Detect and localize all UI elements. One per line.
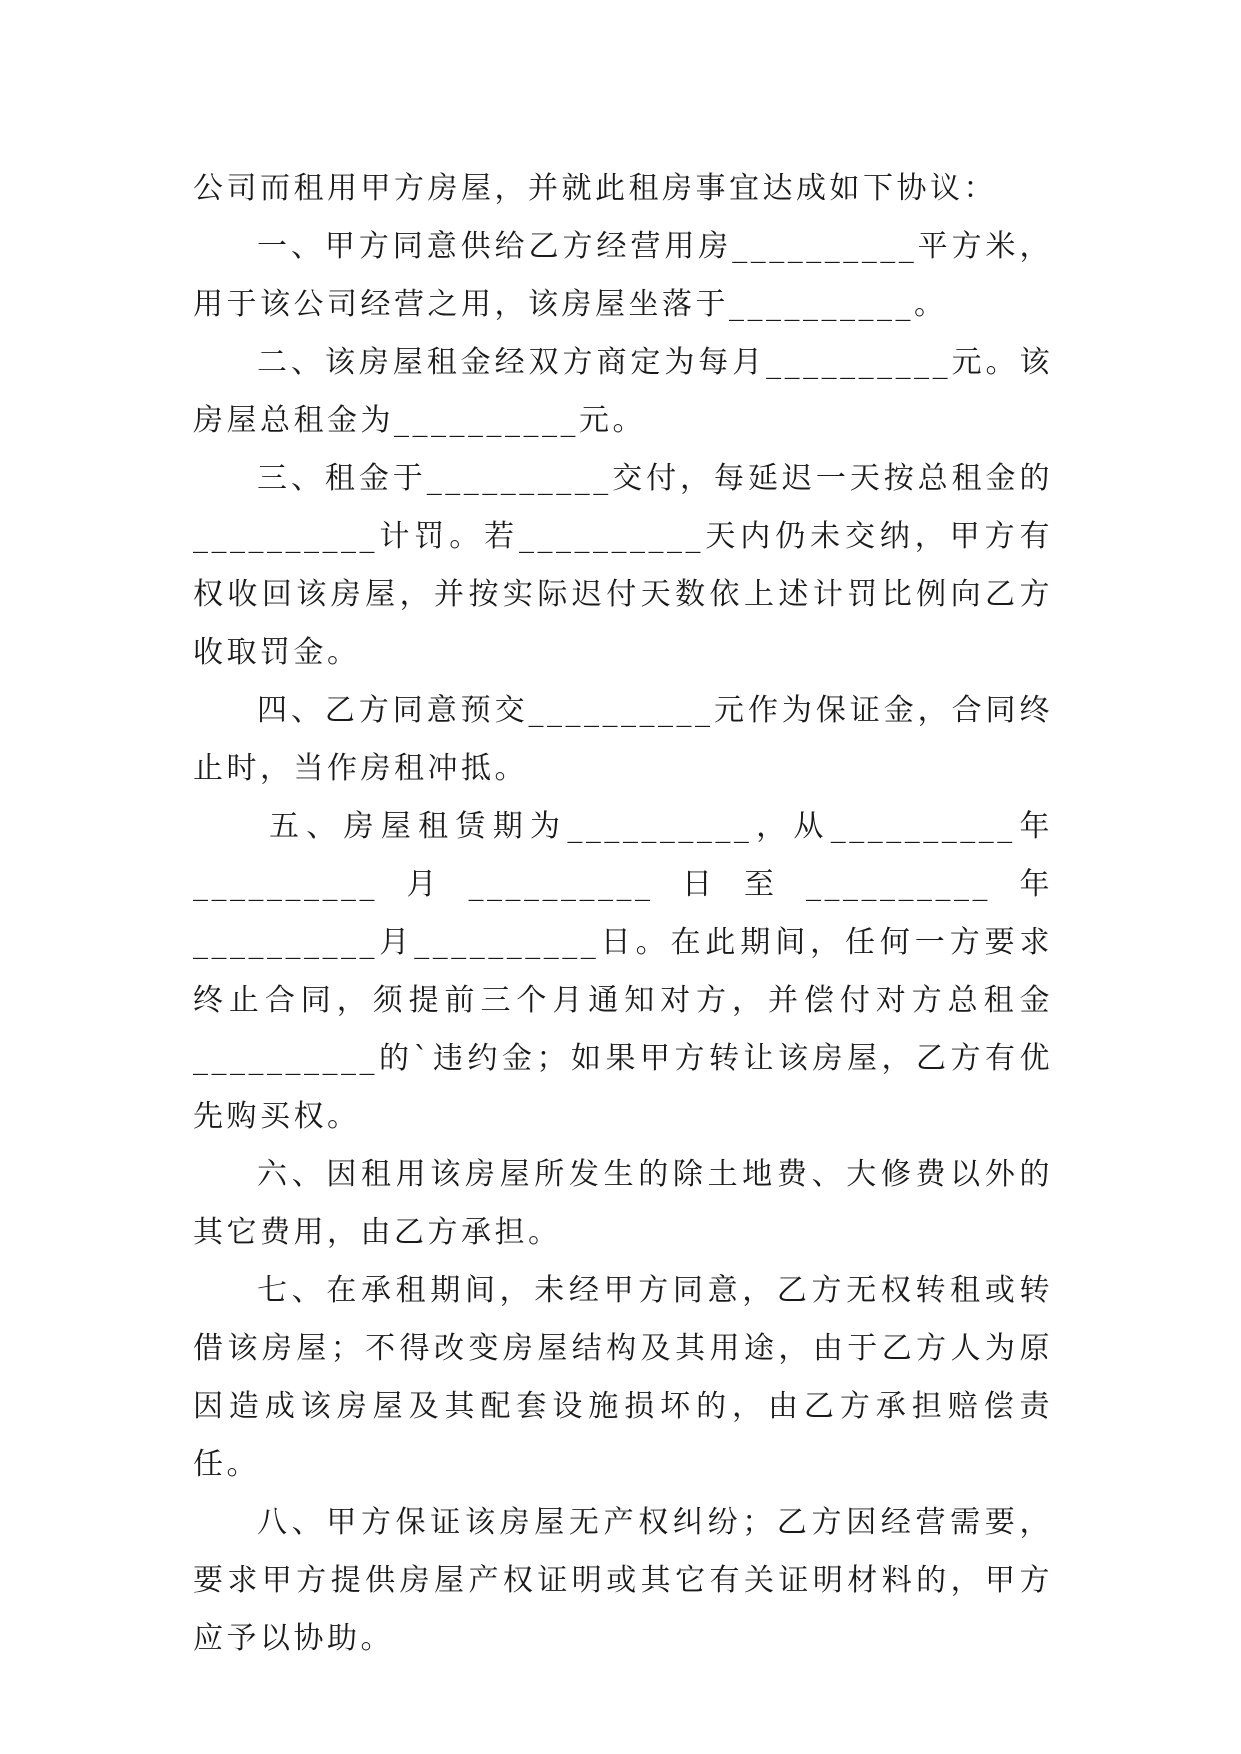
- intro-paragraph: 公司而租用甲方房屋，并就此租房事宜达成如下协议：: [193, 171, 997, 206]
- contract-body: [193, 160, 1053, 1668]
- clause-4: 四、乙方同意预交__________元作为保证金，合同终止时，当作房租冲抵。: [193, 693, 1053, 786]
- clause-6: 六、因租用该房屋所发生的除土地费、大修费以外的其它费用，由乙方承担。: [193, 1157, 1053, 1250]
- clause-1: 一、甲方同意供给乙方经营用房__________平方米，用于该公司经营之用，该房屋坐落于__________。: [193, 229, 1053, 322]
- clause-7: 七、在承租期间，未经甲方同意，乙方无权转租或转借该房屋；不得改变房屋结构及其用途，由于乙方人为原因造成该房屋及其配套设施损坏的，由乙方承担赔偿责任。: [193, 1273, 1053, 1482]
- clause-8: 八、甲方保证该房屋无产权纠纷；乙方因经营需要，要求甲方提供房屋产权证明或其它有关证明材料的，甲方应予以协助。: [193, 1505, 1053, 1656]
- clause-2: 二、该房屋租金经双方商定为每月__________元。该房屋总租金为__________元。: [193, 345, 1053, 438]
- clause-3: 三、租金于__________交付，每延迟一天按总租金的__________计罚。若__________天内仍未交纳，甲方有权收回该房屋，并按实际迟付天数依上述计罚比例向乙方收取罚金。: [193, 461, 1053, 670]
- clause-5: 五、房屋租赁期为__________，从__________年__________月__________日至__________年__________月__________日。在此期间，任何一方要求终止合同，须提前三个月通知对方，并偿付对方总租金__________的`违约金；如果甲方转让该房屋，乙方有优先购买权。: [193, 809, 1053, 1134]
